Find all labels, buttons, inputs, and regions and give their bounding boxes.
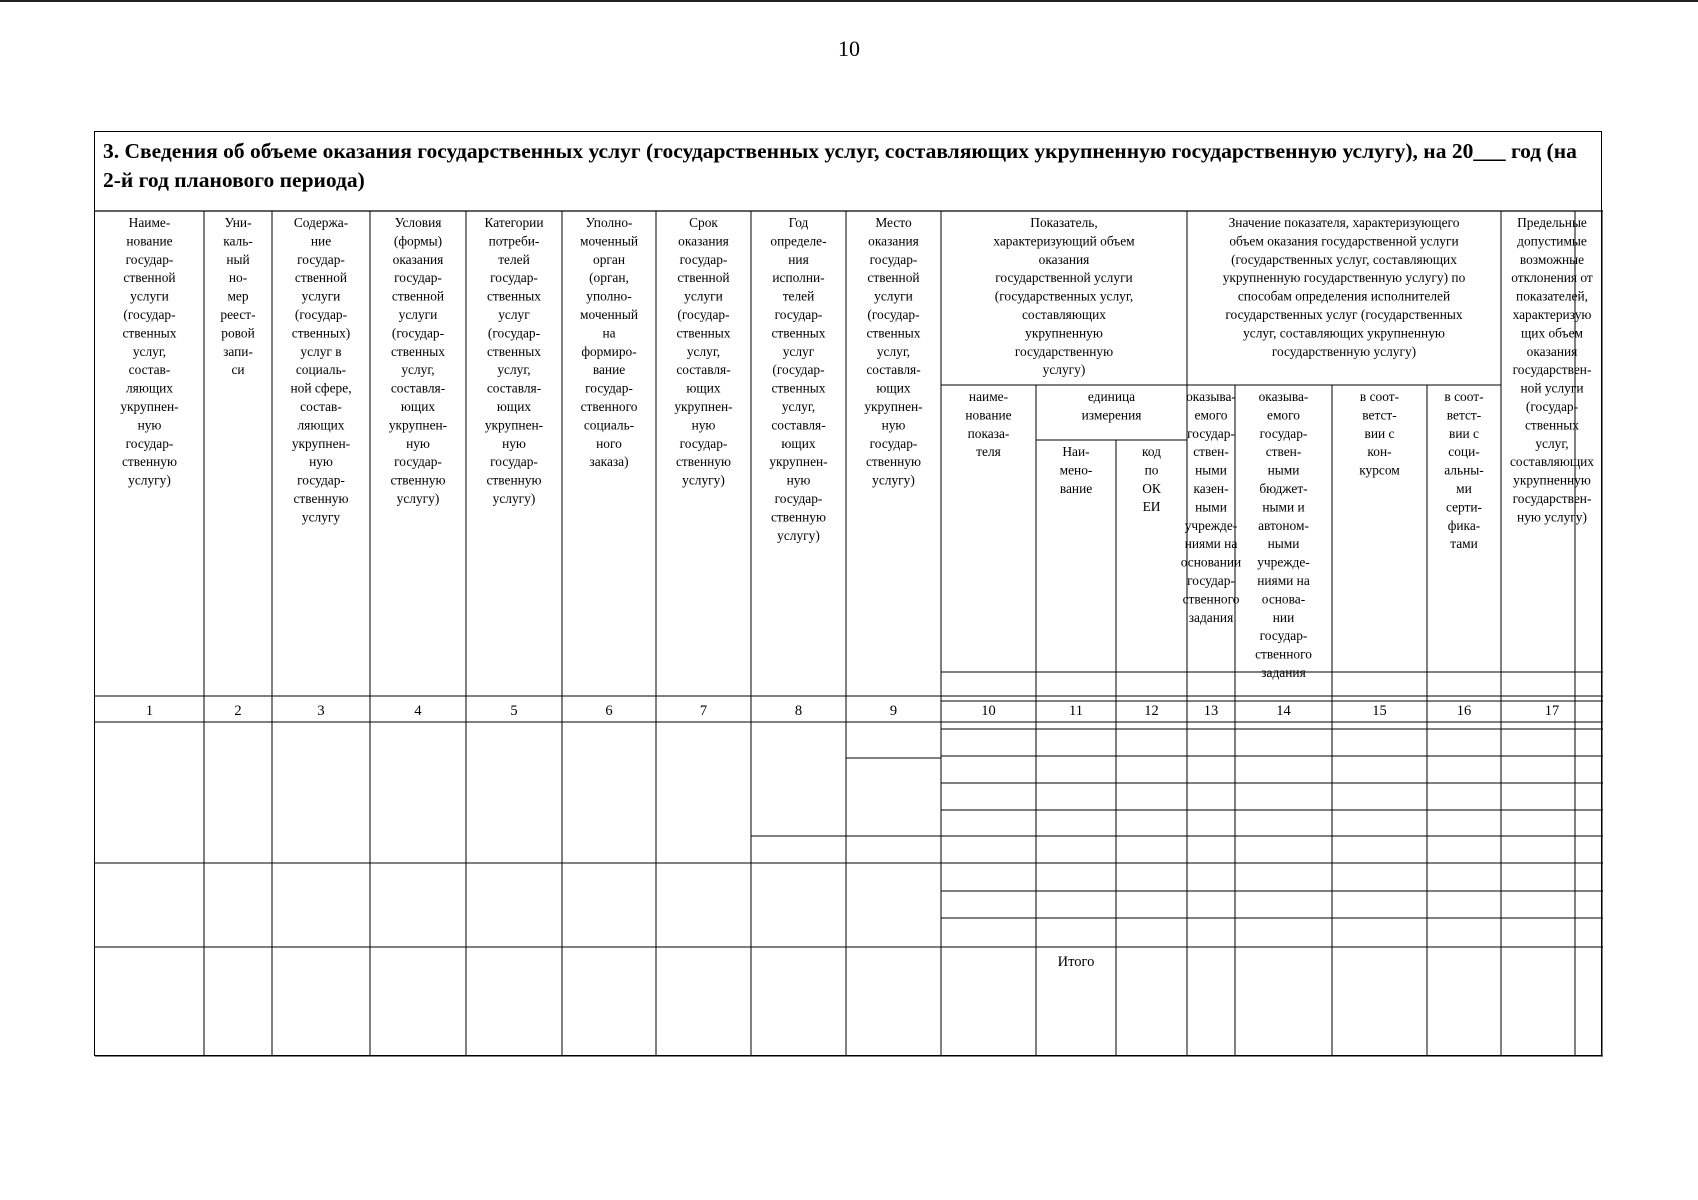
page-top-edge: [0, 0, 1698, 2]
column-number-6: 6: [605, 703, 613, 719]
header-values-group: Значение показателя, характеризующего объем оказания государственной услуги (государственных услуг, составляющих укрупненную государственную услугу) по способам определения исполнителей государственных услуг (государственных услуг, составляющих укрупненную государственную услугу): [1222, 215, 1466, 359]
column-number-13: 13: [1203, 703, 1219, 719]
column-number-8: 8: [794, 703, 803, 719]
subheader-unit-code: код по ОК ЕИ: [1142, 444, 1161, 515]
column-number-7: 7: [699, 703, 708, 719]
column-number-3: 3: [317, 703, 325, 719]
subheader-indicator-name: наиме-нование показа-теля: [965, 389, 1012, 460]
column-number-11: 11: [1069, 703, 1083, 719]
header-col-8: Год определе-ния исполни-телей государ-ственных услуг (государ-ственных услуг, составля-ющих укрупнен-ную государ-ственную услугу): [769, 215, 828, 543]
subheader-kazennye: оказыва-емого государ-ствен-ными казен-ными учрежде-ниями на основании государ-ственного задания: [1180, 389, 1242, 625]
header-col-17: Предельные допустимые возможные отклонения от показателей, характеризую щих объем оказания государствен-ной услуги (государ-ственных услуг, составляющих укрупненную государствен-ную услугу): [1509, 215, 1595, 525]
header-indicator-group: Показатель, характеризующий объем оказания государственной услуги (государственных услуг, составляющих укрупненную государственную услугу): [993, 215, 1135, 378]
column-number-14: 14: [1276, 703, 1291, 719]
header-col-3: Содержа-ние государ-ственной услуги (государ-ственных) услуг в социаль-ной сфере, состав-ляющих укрупнен-ную государ-ственную услугу: [290, 215, 352, 525]
subheader-certificates: в соот-ветст-вии с соци-альны-ми серти-фика-тами: [1444, 389, 1484, 552]
header-col-6: Уполно-моченный орган (орган, уполно-моченный на формиро-вание государ-ственного социаль-ного заказа): [580, 215, 638, 470]
subheader-contest: в соот-ветст-вии с кон-курсом: [1359, 389, 1400, 478]
header-col-5: Категории потреби-телей государ-ственных услуг (государ-ственных услуг, составля-ющих укрупнен-ную государ-ственную услугу): [484, 215, 544, 506]
total-label: Итого: [1057, 954, 1095, 970]
page-number: 10: [838, 36, 860, 61]
column-number-4: 4: [414, 703, 422, 719]
header-col-7: Срок оказания государ-ственной услуги (государ-ственных услуг, составля-ющих укрупнен-ную государ-ственную услугу): [674, 215, 733, 488]
header-col-9: Место оказания государ-ственной услуги (государ-ственных услуг, составля-ющих укрупнен-ную государ-ственную услугу): [864, 215, 923, 488]
column-number-1: 1: [145, 703, 154, 719]
subheader-budget: оказыва-емого государ-ствен-ными бюджет-ными и автоном-ными учрежде-ниями на основа-нии государ-ственного задания: [1255, 389, 1312, 680]
column-number-16: 16: [1456, 703, 1472, 719]
column-number-10: 10: [981, 703, 996, 719]
column-number-2: 2: [234, 703, 242, 719]
column-number-5: 5: [510, 703, 518, 719]
header-col-1: Наиме-нование государ-ственной услуги (государ-ственных услуг, состав-ляющих укрупнен-ную государ-ственную услугу): [120, 215, 179, 488]
column-number-17: 17: [1544, 703, 1560, 719]
column-number-9: 9: [889, 703, 898, 719]
subheader-unit: единица измерения: [1081, 389, 1142, 423]
subheader-unit-name: Наи-мено-вание: [1059, 444, 1093, 496]
header-col-2: Уни-каль-ный но-мер реест-ровой запи-си: [220, 215, 256, 378]
section-frame: [94, 131, 1602, 1056]
header-col-4: Условия (формы) оказания государ-ственной услуги (государ-ственных услуг, составля-ющих укрупнен-ную государ-ственную услугу): [388, 215, 448, 506]
section-title: 3. Сведения об объеме оказания государственных услуг (государственных услуг, составляющих укрупненную государственную услугу), на 20___ год (на 2-й год планового периода): [103, 139, 1577, 192]
services-volume-table: [95, 132, 1603, 1057]
column-number-12: 12: [1144, 703, 1159, 719]
column-number-15: 15: [1372, 703, 1387, 719]
